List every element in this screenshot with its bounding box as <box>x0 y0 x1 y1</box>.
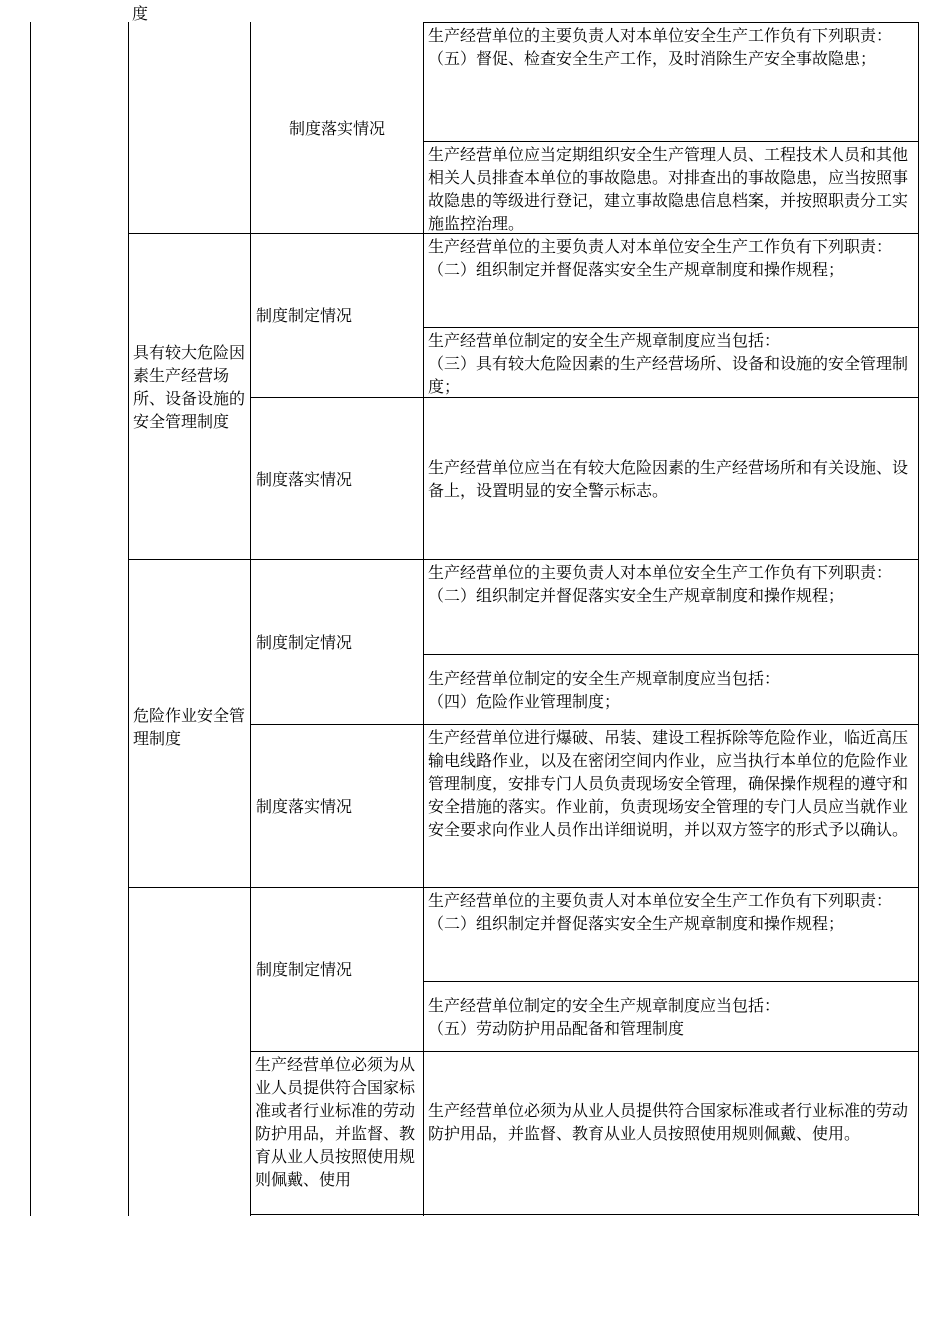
row-label: 制度制定情况 <box>256 960 353 979</box>
row-divider <box>423 981 919 982</box>
row-label: 制度制定情况 <box>256 633 353 652</box>
row-label: 制度落实情况 <box>288 119 385 138</box>
section-divider <box>128 559 919 560</box>
row-divider <box>250 1051 919 1052</box>
content-item: 生产经营单位进行爆破、吊装、建设工程拆除等危险作业，临近高压输电线路作业，以及在密闭空间内作业，应当执行本单位的危险作业管理制度，安排专门人员负责现场安全管理，确保操作规程的遵守和安全措施的落实。作业前，负责现场安全管理的专门人员应当就作业安全要求向作业人员作出详细说明，并以双方签字的形式予以确认。 <box>428 728 909 839</box>
content-item: 生产经营单位制定的安全生产规章制度应当包括： （三）具有较大危险因素的生产经营场所、设备和设施的安全管理制度； <box>428 331 909 396</box>
row-label: 制度制定情况 <box>256 306 353 325</box>
content-col-left-line <box>423 22 424 1216</box>
section-divider <box>128 887 919 888</box>
top-fragment-text: 度 <box>132 4 149 23</box>
category-col-line <box>128 22 129 1216</box>
label-col-left-line <box>250 22 251 1216</box>
row-label: 制度落实情况 <box>256 797 353 816</box>
content-item: 生产经营单位必须为从业人员提供符合国家标准或者行业标准的劳动防护用品，并监督、教育从业人员按照使用规则佩戴、使用。 <box>428 1101 909 1143</box>
left-border-line <box>30 22 31 1216</box>
content-item: 生产经营单位应当在有较大危险因素的生产经营场所和有关设施、设备上，设置明显的安全警示标志。 <box>428 458 909 500</box>
content-item: 生产经营单位的主要负责人对本单位安全生产工作负有下列职责： （二）组织制定并督促落实安全生产规章制度和操作规程； <box>428 563 893 605</box>
content-item: 生产经营单位应当定期组织安全生产管理人员、工程技术人员和其他相关人员排查本单位的事故隐患。对排查出的事故隐患，应当按照事故隐患的等级进行登记，建立事故隐患信息档案，并按照职责分工实施监控治理。 <box>428 145 909 233</box>
right-border-line <box>918 22 919 1216</box>
category-label: 具有较大危险因素生产经营场所、设备设施的安全管理制度 <box>133 343 246 431</box>
content-item: 生产经营单位制定的安全生产规章制度应当包括： （五）劳动防护用品配备和管理制度 <box>428 996 781 1038</box>
content-item: 生产经营单位的主要负责人对本单位安全生产工作负有下列职责： （五）督促、检查安全生产工作，及时消除生产安全事故隐患； <box>428 26 893 68</box>
content-item: 生产经营单位制定的安全生产规章制度应当包括： （四）危险作业管理制度； <box>428 669 781 711</box>
row-divider <box>423 327 919 328</box>
row-divider <box>423 654 919 655</box>
row-divider <box>423 141 919 142</box>
content-item: 生产经营单位的主要负责人对本单位安全生产工作负有下列职责： （二）组织制定并督促落实安全生产规章制度和操作规程； <box>428 237 893 279</box>
category-label: 危险作业安全管理制度 <box>133 706 246 748</box>
content-item: 生产经营单位的主要负责人对本单位安全生产工作负有下列职责： （二）组织制定并督促落实安全生产规章制度和操作规程； <box>428 891 893 933</box>
row-divider <box>250 724 919 725</box>
table-bottom-line <box>250 1214 919 1215</box>
row-label: 制度落实情况 <box>256 470 353 489</box>
row-divider <box>423 22 919 23</box>
row-label: 生产经营单位必须为从业人员提供符合国家标准或者行业标准的劳动防护用品，并监督、教育从业人员按照使用规则佩戴、使用 <box>255 1055 416 1189</box>
